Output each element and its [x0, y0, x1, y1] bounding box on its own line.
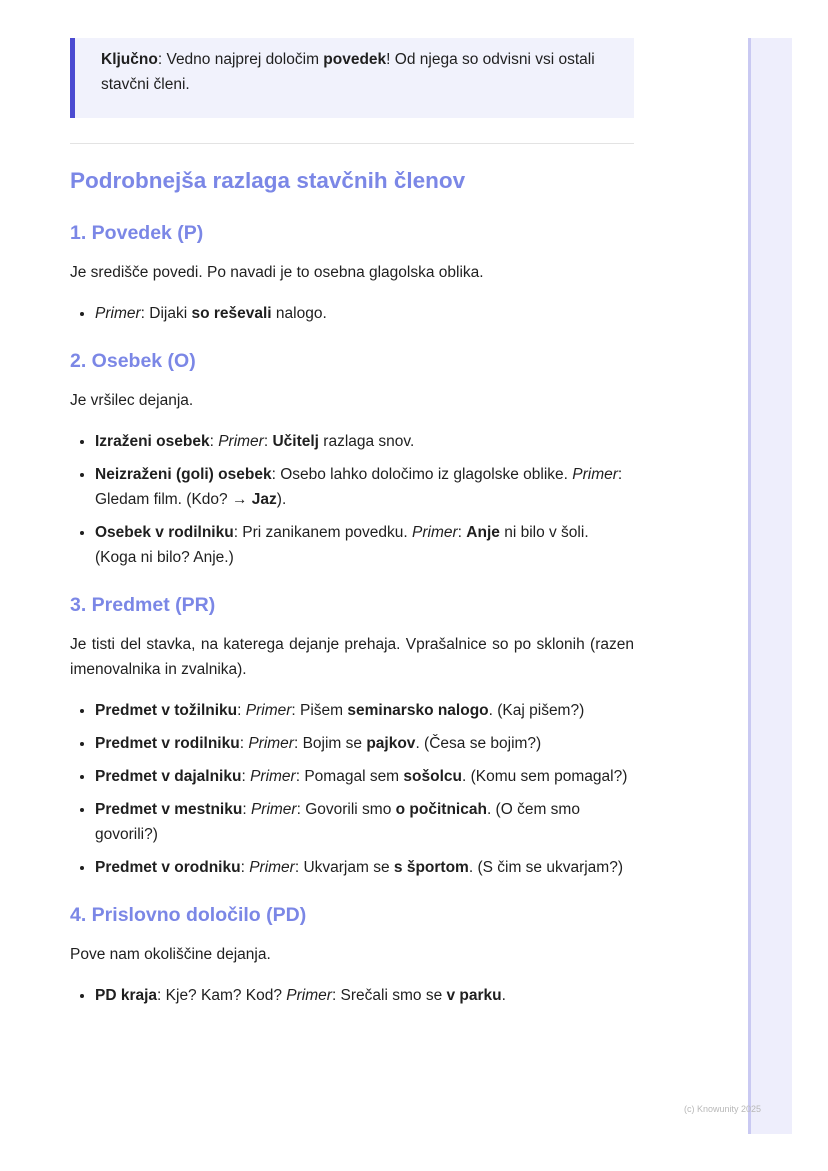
divider	[70, 143, 634, 144]
section-heading-povedek: 1. Povedek (P)	[70, 222, 204, 244]
section-description: Je tisti del stavka, na katerega dejanje prehaja. Vprašalnice so po sklonih (razen imenovalnika in zvalnika).	[70, 636, 634, 678]
list-item: • Predmet v rodilniku: Primer: Bojim se pajkov. (Česa se bojim?)	[95, 731, 634, 756]
term-label: Neizraženi (goli) osebek	[95, 466, 272, 483]
bullet-list	[70, 429, 634, 570]
list-item: • Neizraženi (goli) osebek: Osebo lahko določimo iz glagolske oblike. Primer: Gledam film. (Kdo? → Jaz).	[95, 462, 634, 512]
bullet-list	[70, 698, 634, 880]
example-label: Primer	[249, 859, 295, 876]
example-label: Primer	[286, 987, 332, 1004]
list-item: • PD kraja: Kje? Kam? Kod? Primer: Srečali smo se v parku.	[95, 983, 634, 1008]
term-label: Predmet v tožilniku	[95, 702, 238, 719]
section-heading-prislovno-dolocilo: 4. Prislovno določilo (PD)	[70, 904, 307, 926]
section-heading-osebek: 2. Osebek (O)	[70, 350, 196, 372]
example-label: Primer	[250, 801, 297, 818]
callout-key-label: Ključno	[101, 51, 158, 68]
list-item: • Predmet v dajalniku: Primer: Pomagal sem sošolcu. (Komu sem pomagal?)	[95, 764, 634, 789]
list-item: • Osebek v rodilniku: Pri zanikanem povedku. Primer: Anje ni bilo v šoli. (Koga ni bilo? Anje.)	[95, 520, 634, 570]
content-column	[70, 38, 634, 1030]
example-label: Primer	[248, 735, 294, 752]
example-label: Primer	[412, 524, 458, 541]
example-label: Primer	[245, 702, 292, 719]
term-label: Osebek v rodilniku	[95, 524, 234, 541]
list-item: • Izraženi osebek: Primer: Učitelj razlaga snov.	[95, 429, 634, 454]
bullet-list	[70, 301, 634, 326]
section-description: Je središče povedi. Po navadi je to osebna glagolska oblika.	[70, 264, 484, 281]
side-panel	[748, 38, 792, 1134]
callout-bold-word: povedek	[323, 51, 387, 68]
term-label: Predmet v rodilniku	[95, 735, 240, 752]
bullet-list	[70, 983, 634, 1008]
list-item: • Primer: Dijaki so reševali nalogo.	[95, 301, 634, 326]
example-label: Primer	[95, 305, 141, 322]
term-label: Predmet v mestniku	[95, 801, 243, 818]
section-description: Pove nam okoliščine dejanja.	[70, 946, 271, 963]
term-label: PD kraja	[95, 987, 158, 1004]
list-item: • Predmet v mestniku: Primer: Govorili smo o počitnicah. (O čem smo govorili?)	[95, 797, 634, 847]
list-item: • Predmet v tožilniku: Primer: Pišem seminarsko nalogo. (Kaj pišem?)	[95, 698, 634, 723]
key-callout	[70, 38, 634, 118]
copyright-footer: (c) Knowunity 2025	[684, 1104, 762, 1114]
list-item: • Predmet v orodniku: Primer: Ukvarjam se s športom. (S čim se ukvarjam?)	[95, 855, 634, 880]
term-label: Predmet v dajalniku	[95, 768, 242, 785]
example-label: Primer	[218, 433, 264, 450]
section-heading-predmet: 3. Predmet (PR)	[70, 594, 216, 616]
example-label: Primer	[572, 466, 618, 483]
main-heading: Podrobnejša razlaga stavčnih členov	[70, 168, 466, 193]
callout-text: Ključno: Vedno najprej določim povedek! Od njega so odvisni vsi ostali stavčni členi.	[101, 51, 595, 93]
term-label: Izraženi osebek	[95, 433, 210, 450]
section-description: Je vršilec dejanja.	[70, 392, 194, 409]
term-label: Predmet v orodniku	[95, 859, 241, 876]
example-label: Primer	[250, 768, 296, 785]
